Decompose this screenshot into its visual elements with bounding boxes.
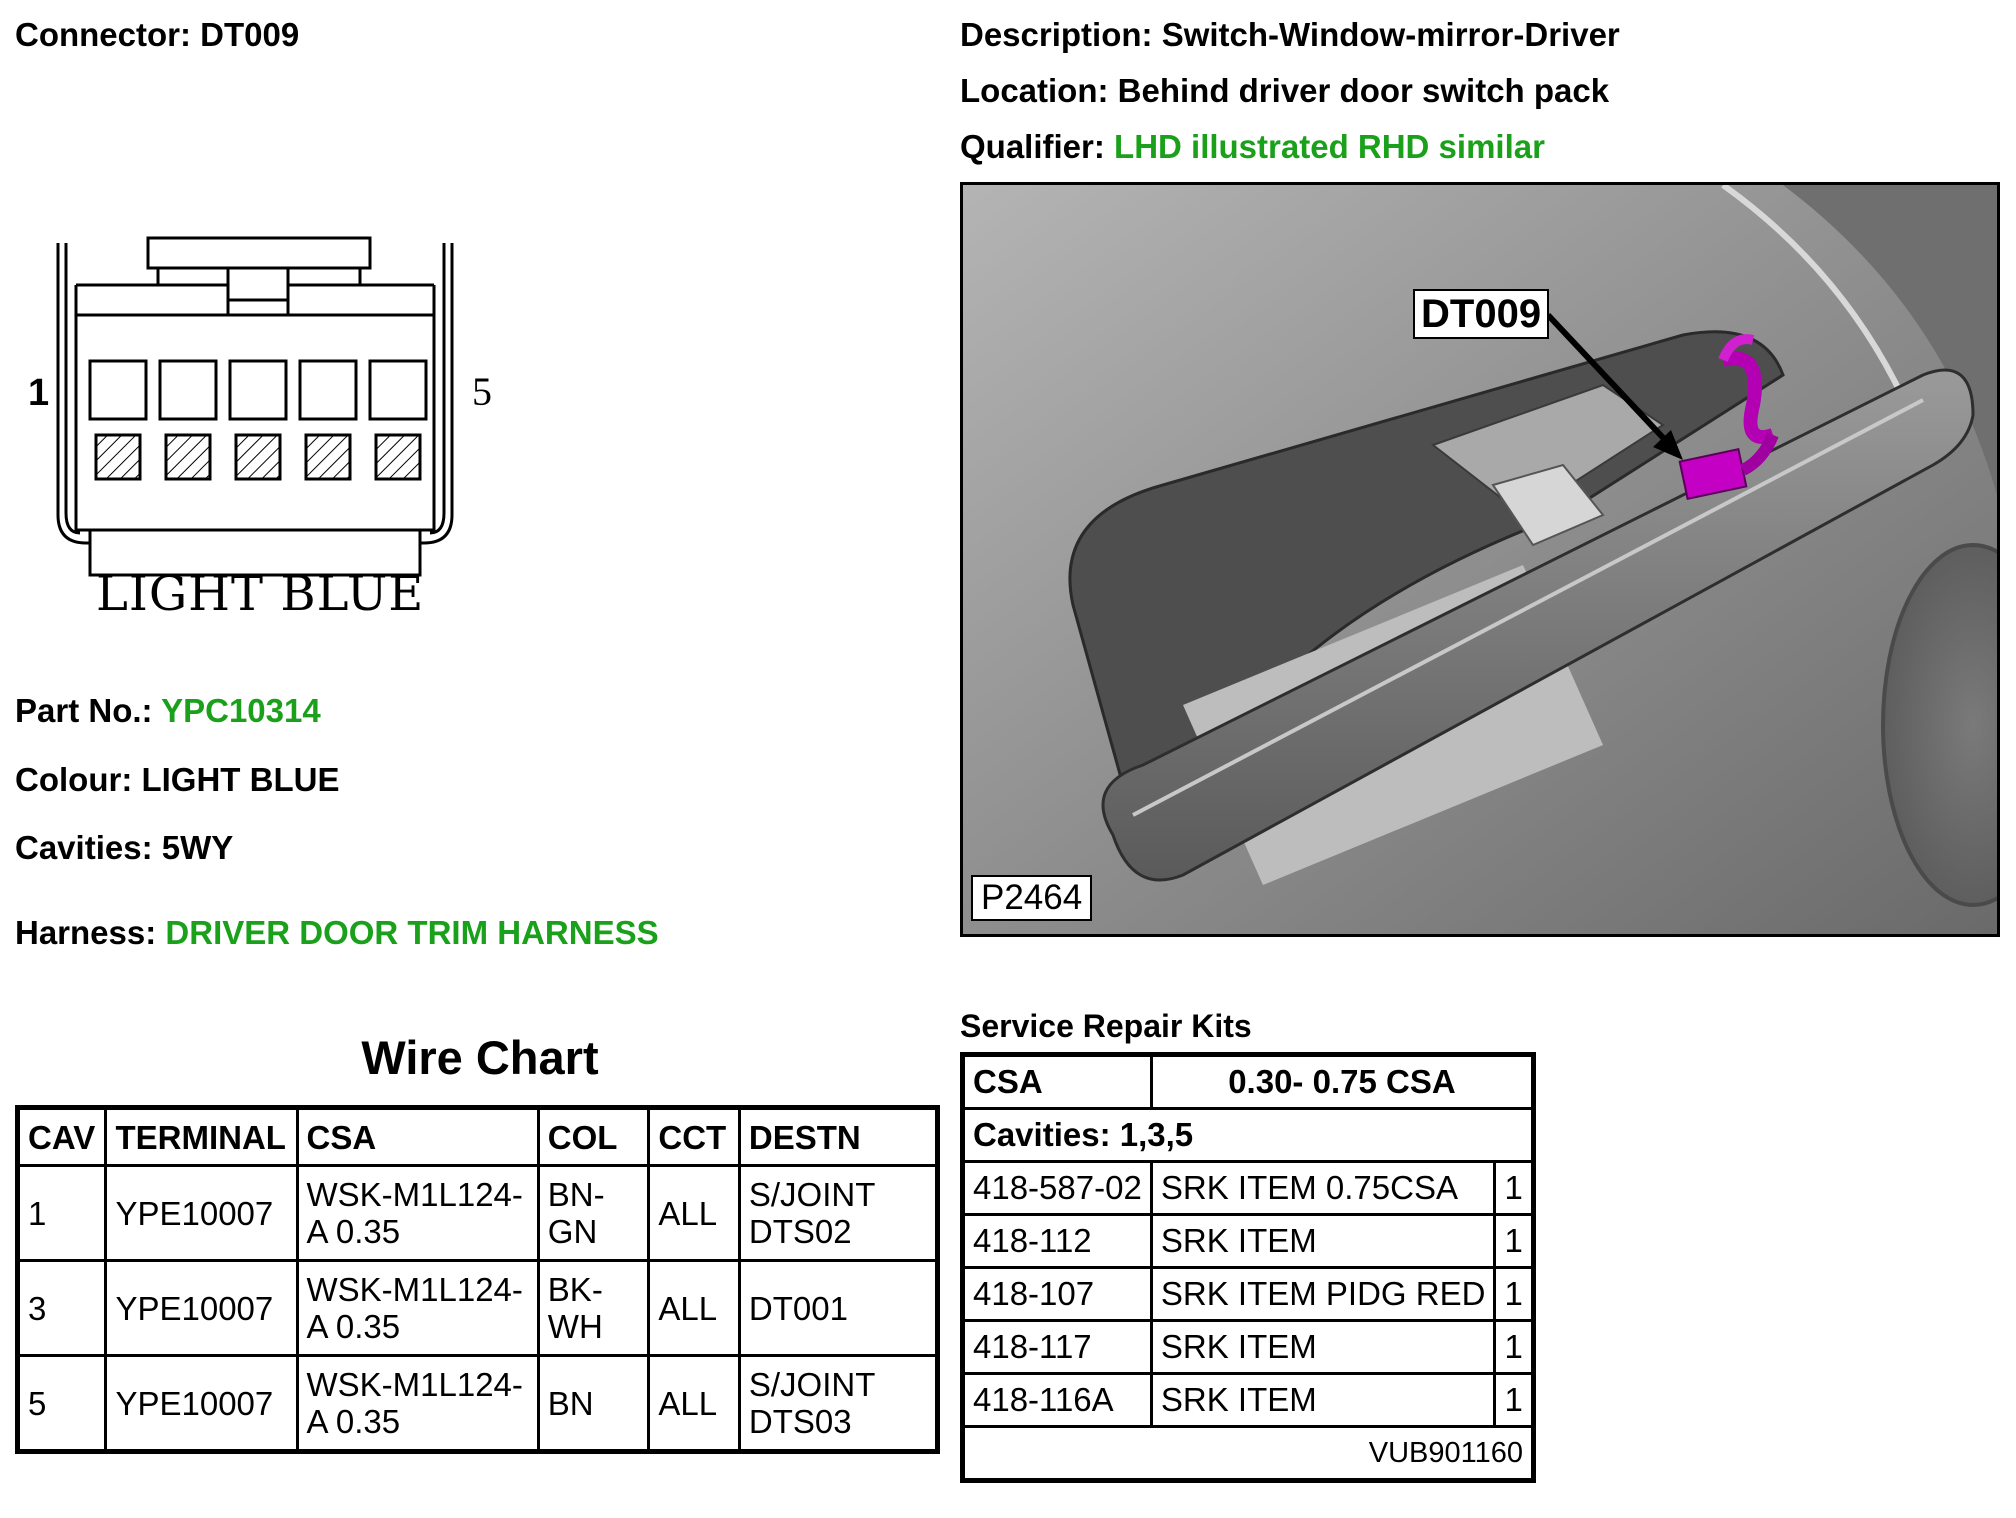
cct-cell: ALL bbox=[649, 1166, 739, 1261]
csa-line-2: A 0.35 bbox=[306, 1308, 401, 1345]
kit-qty-cell: 1 bbox=[1495, 1162, 1534, 1215]
csa-line-2: A 0.35 bbox=[306, 1213, 401, 1250]
location-value: Behind driver door switch pack bbox=[1117, 72, 1610, 109]
description-line bbox=[960, 16, 1620, 54]
csa-line-1: WSK-M1L124- bbox=[306, 1271, 523, 1308]
connector-outline bbox=[58, 238, 452, 575]
table-row bbox=[963, 1321, 1534, 1374]
col-header-terminal: TERMINAL bbox=[106, 1108, 297, 1166]
harness-value: DRIVER DOOR TRIM HARNESS bbox=[165, 914, 659, 951]
kit-part-cell: 418-587-02 bbox=[963, 1162, 1152, 1215]
part-no-value: YPC10314 bbox=[161, 692, 321, 729]
col-header-destn: DESTN bbox=[739, 1108, 937, 1166]
col-line-1: BK- bbox=[547, 1271, 603, 1308]
connector-heading bbox=[15, 16, 299, 54]
cavities-label: Cavities: bbox=[15, 829, 153, 866]
destn-line-2: DTS02 bbox=[748, 1213, 852, 1250]
harness-line bbox=[15, 914, 659, 952]
wire-chart-title: Wire Chart bbox=[361, 1031, 599, 1084]
cav-cell: 5 bbox=[18, 1356, 106, 1452]
pin-label-first: 1 bbox=[28, 372, 50, 414]
cav-cell: 3 bbox=[18, 1261, 106, 1356]
photo-callout-label: DT009 bbox=[1413, 289, 1549, 339]
colour-label: Colour: bbox=[15, 761, 133, 798]
destn-line-1: S/JOINT bbox=[748, 1176, 876, 1213]
cct-cell: ALL bbox=[649, 1356, 739, 1452]
cavity-4 bbox=[300, 361, 356, 419]
kit-desc-cell: SRK ITEM bbox=[1151, 1321, 1495, 1374]
qualifier-value: LHD illustrated RHD similar bbox=[1114, 128, 1545, 165]
csa-cell bbox=[297, 1356, 538, 1452]
qualifier-label: Qualifier: bbox=[960, 128, 1105, 165]
photo-reference: P2464 bbox=[971, 875, 1092, 921]
col-cell: BN bbox=[538, 1356, 649, 1452]
description-value: Switch-Window-mirror-Driver bbox=[1161, 16, 1620, 53]
kit-qty-cell: 1 bbox=[1495, 1268, 1534, 1321]
terminal-cell: YPE10007 bbox=[106, 1166, 297, 1261]
kits-cavities-row bbox=[963, 1109, 1534, 1162]
repair-kits-title: Service Repair Kits bbox=[960, 1008, 1252, 1044]
table-row bbox=[963, 1268, 1534, 1321]
csa-label-cell: CSA bbox=[963, 1055, 1152, 1109]
cav-cell: 1 bbox=[18, 1166, 106, 1261]
destn-cell bbox=[739, 1356, 937, 1452]
kit-part-cell: 418-116A bbox=[963, 1374, 1152, 1427]
col-header-csa: CSA bbox=[297, 1108, 538, 1166]
col-cell bbox=[538, 1261, 649, 1356]
cavity-row bbox=[90, 361, 426, 419]
kit-part-cell: 418-107 bbox=[963, 1268, 1152, 1321]
wire-chart-table bbox=[15, 1105, 940, 1454]
csa-row bbox=[963, 1055, 1534, 1109]
col-header-cct: CCT bbox=[649, 1108, 739, 1166]
csa-line-1: WSK-M1L124- bbox=[306, 1366, 523, 1403]
table-row bbox=[18, 1261, 938, 1356]
destn-line-1: S/JOINT bbox=[748, 1366, 876, 1403]
cavities-line bbox=[15, 829, 233, 867]
kits-footer-row bbox=[963, 1427, 1534, 1481]
col-cell bbox=[538, 1166, 649, 1261]
part-no-line bbox=[15, 692, 321, 730]
csa-line-1: WSK-M1L124- bbox=[306, 1176, 523, 1213]
colour-line bbox=[15, 761, 339, 799]
csa-value-cell: 0.30- 0.75 CSA bbox=[1151, 1055, 1533, 1109]
kit-desc-cell: SRK ITEM bbox=[1151, 1215, 1495, 1268]
description-label: Description: bbox=[960, 16, 1153, 53]
col-line-1: BN- bbox=[547, 1176, 605, 1213]
drawing-colour-text: LIGHT BLUE bbox=[96, 566, 425, 622]
kit-desc-cell: SRK ITEM 0.75CSA bbox=[1151, 1162, 1495, 1215]
col-header-cav: CAV bbox=[18, 1108, 106, 1166]
kit-desc-cell: SRK ITEM bbox=[1151, 1374, 1495, 1427]
kit-desc-cell: SRK ITEM PIDG RED bbox=[1151, 1268, 1495, 1321]
connector-face-diagram bbox=[20, 225, 520, 625]
location-line bbox=[960, 72, 1609, 110]
connector-value: DT009 bbox=[200, 16, 300, 53]
cavities-value: 5WY bbox=[161, 829, 234, 866]
csa-cell bbox=[297, 1166, 538, 1261]
table-row bbox=[18, 1166, 938, 1261]
table-row bbox=[18, 1356, 938, 1452]
col-header-col: COL bbox=[538, 1108, 649, 1166]
cct-cell: ALL bbox=[649, 1261, 739, 1356]
col-line-2: WH bbox=[547, 1308, 603, 1345]
kit-qty-cell: 1 bbox=[1495, 1321, 1534, 1374]
location-label: Location: bbox=[960, 72, 1109, 109]
col-line-2: GN bbox=[547, 1213, 598, 1250]
kit-qty-cell: 1 bbox=[1495, 1215, 1534, 1268]
part-no-label: Part No.: bbox=[15, 692, 153, 729]
csa-line-2: A 0.35 bbox=[306, 1403, 401, 1440]
destn-line-2: DTS03 bbox=[748, 1403, 852, 1440]
terminal-lock-row bbox=[96, 435, 420, 479]
csa-cell bbox=[297, 1261, 538, 1356]
door-photo bbox=[960, 182, 2000, 937]
terminal-cell: YPE10007 bbox=[106, 1261, 297, 1356]
cavity-5 bbox=[370, 361, 426, 419]
wire-chart-header-row bbox=[18, 1108, 938, 1166]
pin-label-last: 5 bbox=[472, 369, 492, 414]
kit-part-cell: 418-112 bbox=[963, 1215, 1152, 1268]
kit-part-cell: 418-117 bbox=[963, 1321, 1152, 1374]
cavity-3 bbox=[230, 361, 286, 419]
kits-footer-code: VUB901160 bbox=[963, 1427, 1534, 1481]
harness-label: Harness: bbox=[15, 914, 157, 951]
table-row bbox=[963, 1162, 1534, 1215]
cavity-2 bbox=[160, 361, 216, 419]
table-row bbox=[963, 1215, 1534, 1268]
colour-value: LIGHT BLUE bbox=[141, 761, 340, 798]
kits-cavities-cell: Cavities: 1,3,5 bbox=[963, 1109, 1534, 1162]
repair-kits-table bbox=[960, 1052, 1536, 1483]
cavity-1 bbox=[90, 361, 146, 419]
qualifier-line bbox=[960, 128, 1545, 166]
table-row bbox=[963, 1374, 1534, 1427]
kit-qty-cell: 1 bbox=[1495, 1374, 1534, 1427]
destn-cell: DT001 bbox=[739, 1261, 937, 1356]
connector-label: Connector: bbox=[15, 16, 191, 53]
destn-cell bbox=[739, 1166, 937, 1261]
terminal-cell: YPE10007 bbox=[106, 1356, 297, 1452]
